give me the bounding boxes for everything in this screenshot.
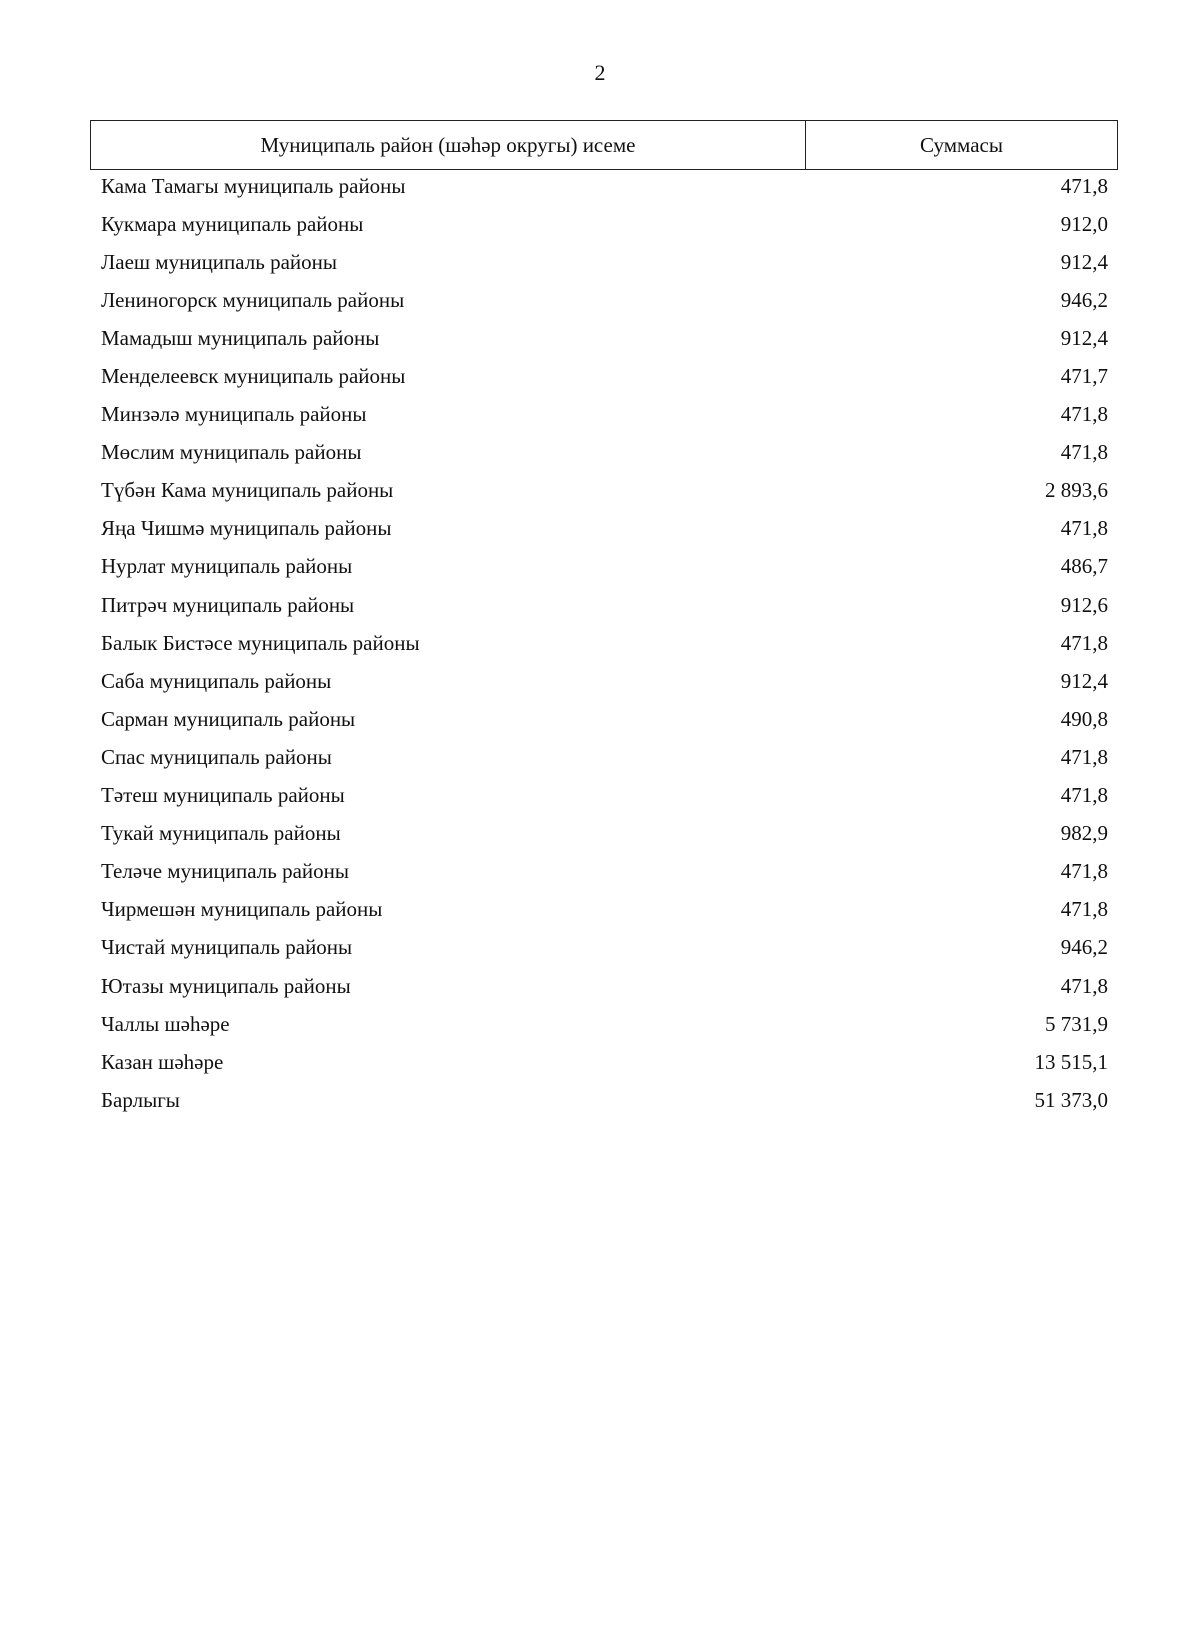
row-name: Чаллы шәһәре bbox=[101, 1011, 230, 1036]
row-amount: 490,8 bbox=[1060, 706, 1108, 731]
row-amount: 912,0 bbox=[1060, 211, 1108, 236]
row-amount: 471,8 bbox=[1060, 973, 1108, 998]
table-row bbox=[101, 662, 1108, 700]
row-amount: 471,8 bbox=[1060, 173, 1108, 198]
table-row bbox=[101, 357, 1108, 395]
row-name: Мөслим муниципаль районы bbox=[101, 440, 362, 465]
row-amount: 912,6 bbox=[1060, 592, 1108, 617]
row-name: Казан шәһәре bbox=[101, 1049, 224, 1074]
row-amount: 946,2 bbox=[1060, 287, 1108, 312]
row-amount: 912,4 bbox=[1060, 325, 1108, 350]
row-name: Лениногорск муниципаль районы bbox=[101, 287, 405, 312]
row-name: Менделеевск муниципаль районы bbox=[101, 364, 406, 389]
row-name: Кукмара муниципаль районы bbox=[101, 211, 364, 236]
row-amount: 471,8 bbox=[1060, 630, 1108, 655]
row-name: Чирмешән муниципаль районы bbox=[101, 897, 383, 922]
row-name: Барлыгы bbox=[101, 1087, 180, 1112]
table-row bbox=[101, 853, 1108, 891]
table-row bbox=[101, 434, 1108, 472]
table-row bbox=[101, 624, 1108, 662]
table-row-total bbox=[101, 1081, 1108, 1119]
row-amount: 471,7 bbox=[1060, 364, 1108, 389]
table-row bbox=[101, 167, 1108, 205]
row-amount: 471,8 bbox=[1060, 440, 1108, 465]
row-amount: 946,2 bbox=[1060, 935, 1108, 960]
table-header bbox=[90, 120, 1118, 170]
table-row bbox=[101, 319, 1108, 357]
row-amount: 5 731,9 bbox=[1045, 1011, 1108, 1036]
table-row bbox=[101, 510, 1108, 548]
table-row bbox=[101, 586, 1108, 624]
table-row bbox=[101, 738, 1108, 776]
row-name: Яңа Чишмә муниципаль районы bbox=[101, 516, 392, 541]
row-name: Саба муниципаль районы bbox=[101, 668, 332, 693]
row-name: Мамадыш муниципаль районы bbox=[101, 325, 380, 350]
row-name: Түбән Кама муниципаль районы bbox=[101, 478, 394, 503]
table-row bbox=[101, 548, 1108, 586]
table-row bbox=[101, 777, 1108, 815]
row-name: Кама Тамагы муниципаль районы bbox=[101, 173, 406, 198]
row-amount: 471,8 bbox=[1060, 516, 1108, 541]
row-name: Тукай муниципаль районы bbox=[101, 821, 341, 846]
table-row bbox=[101, 929, 1108, 967]
row-amount: 51 373,0 bbox=[1034, 1087, 1108, 1112]
row-amount: 486,7 bbox=[1060, 554, 1108, 579]
table-body bbox=[101, 167, 1108, 1119]
row-name: Нурлат муниципаль районы bbox=[101, 554, 353, 579]
column-header-name: Муниципаль район (шәһәр округы) исеме bbox=[91, 121, 806, 169]
table-row bbox=[101, 967, 1108, 1005]
row-name: Чистай муниципаль районы bbox=[101, 935, 353, 960]
table-row bbox=[101, 815, 1108, 853]
row-amount: 2 893,6 bbox=[1045, 478, 1108, 503]
row-name: Питрәч муниципаль районы bbox=[101, 592, 355, 617]
table-row bbox=[101, 396, 1108, 434]
row-name: Ютазы муниципаль районы bbox=[101, 973, 351, 998]
column-header-amount: Суммасы bbox=[920, 132, 1003, 157]
row-name: Теләче муниципаль районы bbox=[101, 859, 349, 884]
table-row bbox=[101, 472, 1108, 510]
row-name: Тәтеш муниципаль районы bbox=[101, 783, 345, 808]
page-number: 2 bbox=[594, 60, 606, 85]
row-name: Балык Бистәсе муниципаль районы bbox=[101, 630, 420, 655]
row-amount: 471,8 bbox=[1060, 897, 1108, 922]
row-name: Сарман муниципаль районы bbox=[101, 706, 356, 731]
row-amount: 471,8 bbox=[1060, 744, 1108, 769]
row-amount: 471,8 bbox=[1060, 859, 1108, 884]
row-name: Спас муниципаль районы bbox=[101, 744, 332, 769]
table-row bbox=[101, 1005, 1108, 1043]
table-row bbox=[101, 700, 1108, 738]
row-amount: 912,4 bbox=[1060, 249, 1108, 274]
row-name: Минзәлә муниципаль районы bbox=[101, 402, 367, 427]
table-row bbox=[101, 281, 1108, 319]
table-row bbox=[101, 891, 1108, 929]
row-amount: 912,4 bbox=[1060, 668, 1108, 693]
table-row bbox=[101, 243, 1108, 281]
row-name: Лаеш муниципаль районы bbox=[101, 249, 338, 274]
row-amount: 471,8 bbox=[1060, 402, 1108, 427]
row-amount: 471,8 bbox=[1060, 783, 1108, 808]
row-amount: 982,9 bbox=[1060, 821, 1108, 846]
table-row bbox=[101, 1043, 1108, 1081]
row-amount: 13 515,1 bbox=[1034, 1049, 1108, 1074]
table-row bbox=[101, 205, 1108, 243]
